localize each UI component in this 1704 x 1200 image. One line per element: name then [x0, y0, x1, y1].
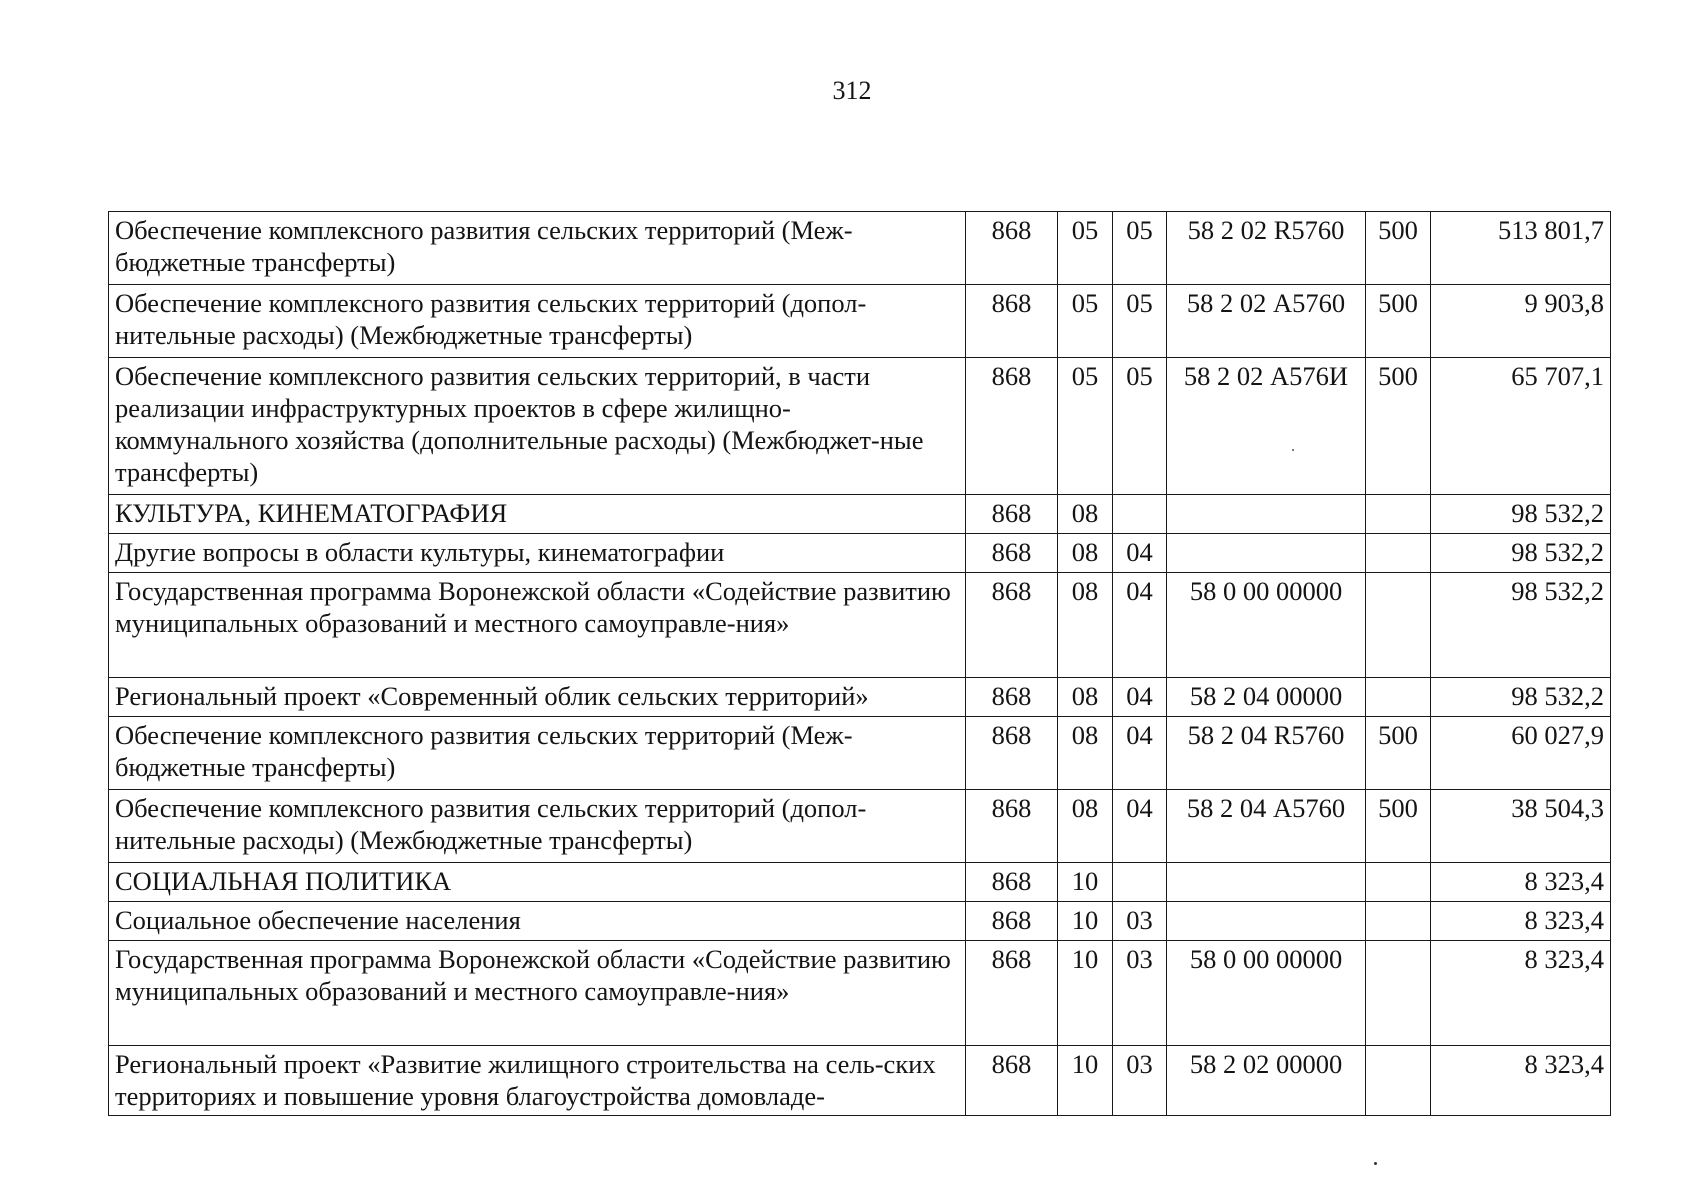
table-row [109, 790, 1611, 863]
row-csr-code: 58 2 04 А5760 [1167, 790, 1366, 863]
row-name: Обеспечение комплексного развития сельских территорий (Меж-бюджетные трансферты) [109, 212, 966, 285]
row-rz-code: 05 [1058, 358, 1113, 495]
row-gr-code: 868 [966, 212, 1058, 285]
row-pr-code: 03 [1113, 1046, 1167, 1116]
scan-speck [1374, 1162, 1377, 1165]
row-vr-code: 500 [1366, 285, 1431, 358]
table-row [109, 902, 1611, 941]
row-pr-code: 04 [1113, 790, 1167, 863]
row-rz-code: 08 [1058, 495, 1113, 534]
row-vr-code: 500 [1366, 358, 1431, 495]
row-gr-code: 868 [966, 573, 1058, 678]
row-rz-code: 10 [1058, 1046, 1113, 1116]
row-name: Региональный проект «Развитие жилищного строительства на сель-ских территориях и повышение уровня благоустройства домовладе- [109, 1046, 966, 1116]
row-rz-code: 10 [1058, 863, 1113, 902]
row-vr-code [1366, 863, 1431, 902]
table-row [109, 1046, 1611, 1116]
row-vr-code [1366, 902, 1431, 941]
row-name: Государственная программа Воронежской области «Содействие развитию муниципальных образований и местного самоуправле-ния» [109, 573, 966, 678]
row-pr-code: 03 [1113, 902, 1167, 941]
row-csr-code: 58 2 04 R5760 [1167, 717, 1366, 790]
row-sum: 98 532,2 [1431, 573, 1611, 678]
row-name: Государственная программа Воронежской области «Содействие развитию муниципальных образований и местного самоуправле-ния» [109, 941, 966, 1046]
row-csr-code [1167, 902, 1366, 941]
row-csr-code: 58 2 02 R5760 [1167, 212, 1366, 285]
row-pr-code: 05 [1113, 285, 1167, 358]
row-rz-code: 08 [1058, 678, 1113, 717]
row-gr-code: 868 [966, 285, 1058, 358]
row-csr-code [1167, 863, 1366, 902]
row-rz-code: 05 [1058, 212, 1113, 285]
row-csr-code [1167, 495, 1366, 534]
scan-speck [1292, 449, 1294, 451]
row-vr-code: 500 [1366, 212, 1431, 285]
row-rz-code: 05 [1058, 285, 1113, 358]
row-gr-code: 868 [966, 678, 1058, 717]
row-pr-code: 04 [1113, 534, 1167, 573]
budget-table [108, 211, 1611, 1116]
row-csr-code: 58 0 00 00000 [1167, 941, 1366, 1046]
page-number: 312 [832, 76, 872, 105]
row-gr-code: 868 [966, 495, 1058, 534]
row-name: Другие вопросы в области культуры, кинематографии [109, 534, 966, 573]
row-rz-code: 08 [1058, 717, 1113, 790]
row-pr-code: 05 [1113, 212, 1167, 285]
row-pr-code: 05 [1113, 358, 1167, 495]
row-vr-code [1366, 1046, 1431, 1116]
row-sum: 8 323,4 [1431, 1046, 1611, 1116]
row-pr-code [1113, 495, 1167, 534]
row-sum: 9 903,8 [1431, 285, 1611, 358]
row-gr-code: 868 [966, 790, 1058, 863]
table-row [109, 863, 1611, 902]
row-sum: 65 707,1 [1431, 358, 1611, 495]
row-gr-code: 868 [966, 534, 1058, 573]
row-vr-code [1366, 678, 1431, 717]
row-csr-code: 58 0 00 00000 [1167, 573, 1366, 678]
row-sum: 8 323,4 [1431, 902, 1611, 941]
table-row [109, 941, 1611, 1046]
row-gr-code: 868 [966, 863, 1058, 902]
row-rz-code: 10 [1058, 941, 1113, 1046]
row-name: Социальное обеспечение населения [109, 902, 966, 941]
row-csr-code: 58 2 04 00000 [1167, 678, 1366, 717]
row-csr-code: 58 2 02 А576И [1167, 358, 1366, 495]
row-vr-code [1366, 495, 1431, 534]
row-sum: 98 532,2 [1431, 678, 1611, 717]
row-rz-code: 08 [1058, 534, 1113, 573]
row-gr-code: 868 [966, 1046, 1058, 1116]
row-sum: 60 027,9 [1431, 717, 1611, 790]
table-row [109, 717, 1611, 790]
row-name: Обеспечение комплексного развития сельских территорий, в части реализации инфраструктурных проектов в сфере жилищно-коммунального хозяйства (дополнительные расходы) (Межбюджет-ные трансферты) [109, 358, 966, 495]
table-row [109, 358, 1611, 495]
row-gr-code: 868 [966, 358, 1058, 495]
table-row [109, 495, 1611, 534]
row-gr-code: 868 [966, 717, 1058, 790]
row-sum: 8 323,4 [1431, 941, 1611, 1046]
row-csr-code: 58 2 02 А5760 [1167, 285, 1366, 358]
row-pr-code [1113, 863, 1167, 902]
table-row [109, 285, 1611, 358]
row-sum: 98 532,2 [1431, 495, 1611, 534]
row-csr-code [1167, 534, 1366, 573]
row-name: Региональный проект «Современный облик сельских территорий» [109, 678, 966, 717]
row-rz-code: 10 [1058, 902, 1113, 941]
row-name: Обеспечение комплексного развития сельских территорий (Меж-бюджетные трансферты) [109, 717, 966, 790]
row-name: КУЛЬТУРА, КИНЕМАТОГРАФИЯ [109, 495, 966, 534]
row-rz-code: 08 [1058, 790, 1113, 863]
row-rz-code: 08 [1058, 573, 1113, 678]
row-csr-code: 58 2 02 00000 [1167, 1046, 1366, 1116]
row-sum: 98 532,2 [1431, 534, 1611, 573]
row-vr-code [1366, 941, 1431, 1046]
row-sum: 8 323,4 [1431, 863, 1611, 902]
row-pr-code: 03 [1113, 941, 1167, 1046]
row-vr-code [1366, 534, 1431, 573]
row-pr-code: 04 [1113, 678, 1167, 717]
row-sum: 38 504,3 [1431, 790, 1611, 863]
row-vr-code: 500 [1366, 790, 1431, 863]
row-name: СОЦИАЛЬНАЯ ПОЛИТИКА [109, 863, 966, 902]
row-vr-code [1366, 573, 1431, 678]
row-gr-code: 868 [966, 941, 1058, 1046]
row-name: Обеспечение комплексного развития сельских территорий (допол-нительные расходы) (Межбюджетные трансферты) [109, 285, 966, 358]
row-gr-code: 868 [966, 902, 1058, 941]
table-row [109, 212, 1611, 285]
table-row [109, 573, 1611, 678]
table-row [109, 534, 1611, 573]
row-vr-code: 500 [1366, 717, 1431, 790]
row-sum: 513 801,7 [1431, 212, 1611, 285]
row-pr-code: 04 [1113, 717, 1167, 790]
table-row [109, 678, 1611, 717]
row-name: Обеспечение комплексного развития сельских территорий (допол-нительные расходы) (Межбюджетные трансферты) [109, 790, 966, 863]
row-pr-code: 04 [1113, 573, 1167, 678]
